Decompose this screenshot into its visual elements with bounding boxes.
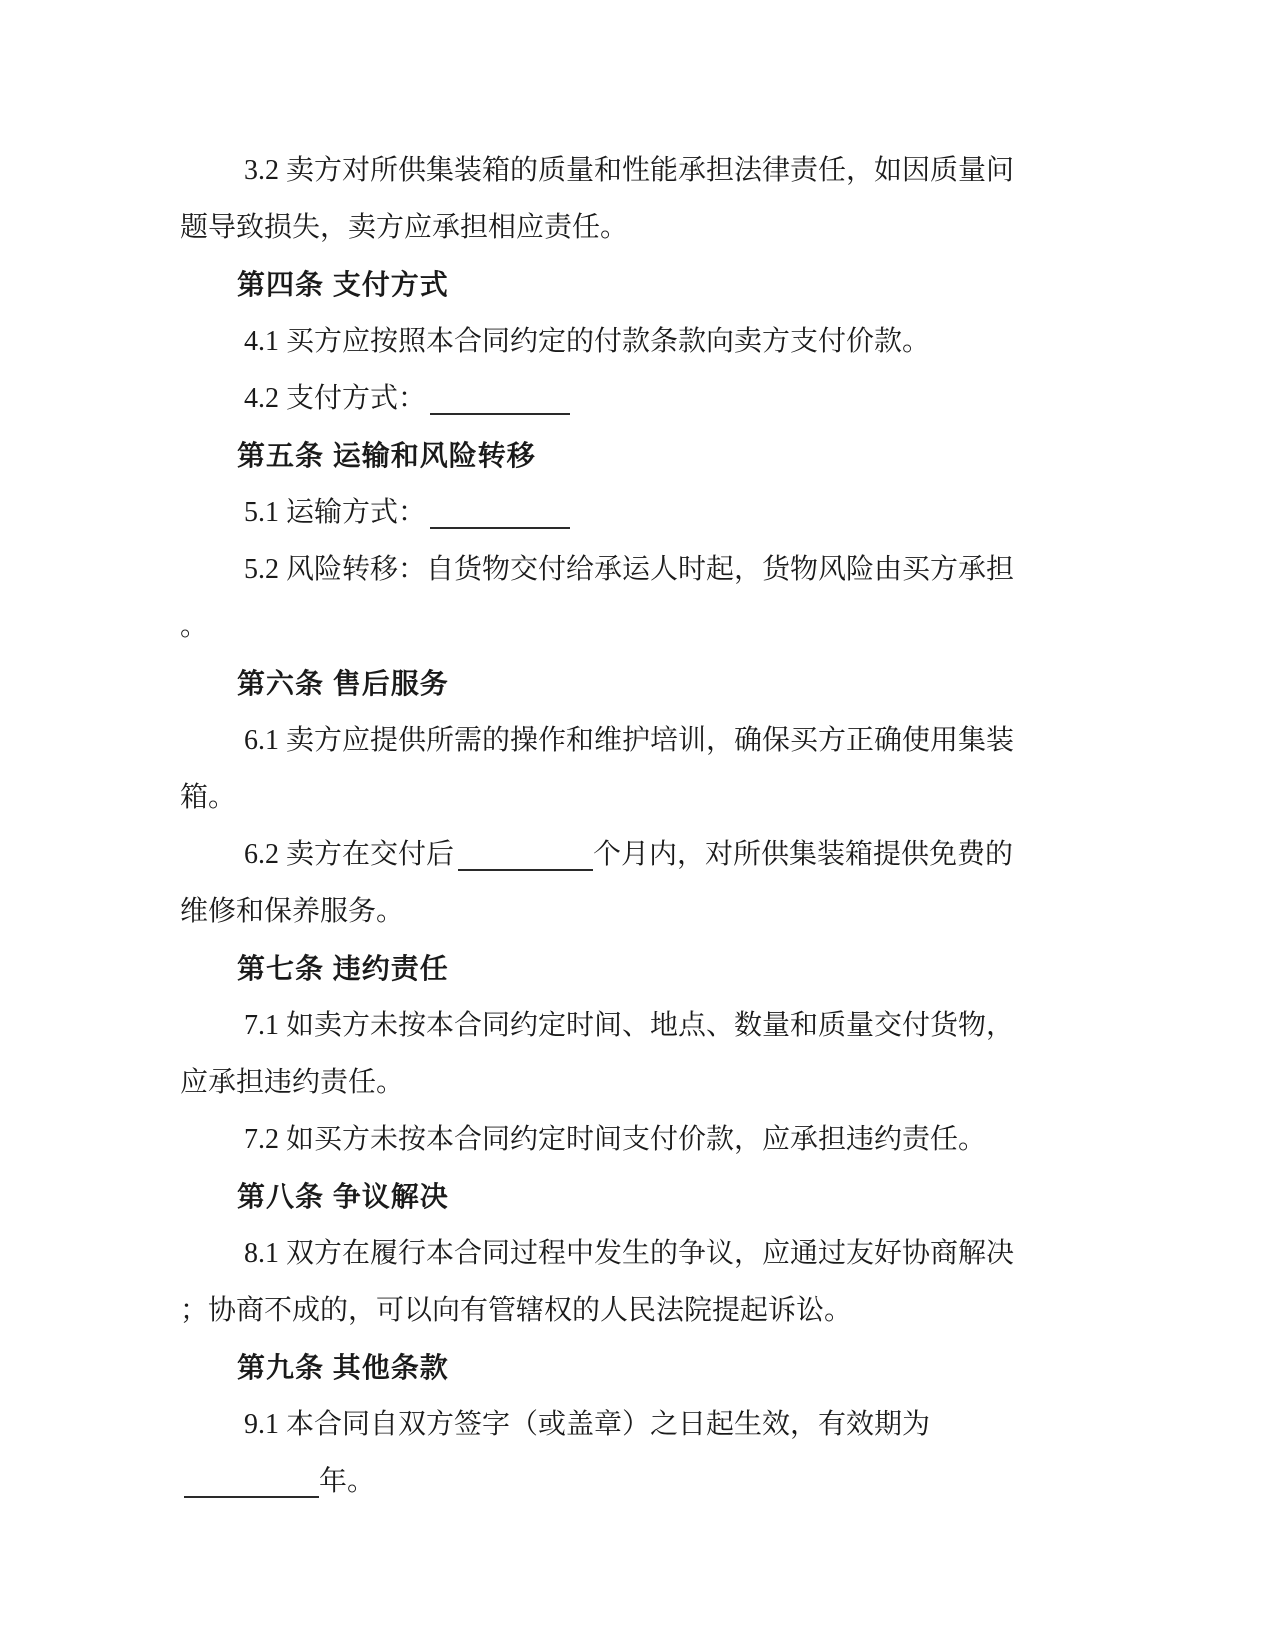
document-line [180, 712, 1040, 769]
text-run: 第九条 其他条款 [237, 1352, 449, 1383]
text-run: 9.1 本合同自双方签字（或盖章）之日起生效，有效期为 [244, 1409, 931, 1440]
document-line [180, 142, 1040, 199]
document-line [180, 883, 1040, 940]
text-run: 8.1 双方在履行本合同过程中发生的争议，应通过友好协商解决 [244, 1238, 1015, 1269]
text-run: 第六条 售后服务 [237, 668, 449, 699]
document-line [180, 1396, 1040, 1453]
text-run: 应承担违约责任。 [180, 1067, 405, 1098]
document-line [180, 769, 1040, 826]
section-heading [180, 256, 1040, 313]
blank-underline [430, 383, 570, 415]
text-run: 箱。 [180, 782, 237, 813]
text-run: 维修和保养服务。 [180, 896, 405, 927]
blank-underline [184, 1466, 319, 1498]
text-run: 第五条 运输和风险转移 [237, 440, 536, 471]
text-run: 7.2 如买方未按本合同约定时间支付价款，应承担违约责任。 [244, 1124, 987, 1155]
document-line [180, 1054, 1040, 1111]
text-run: 6.2 卖方在交付后 [244, 839, 455, 870]
text-run: 个月内，对所供集装箱提供免费的 [593, 839, 1014, 870]
document-line [180, 199, 1040, 256]
section-heading [180, 1168, 1040, 1225]
document-line [180, 1111, 1040, 1168]
text-run: 5.2 风险转移：自货物交付给承运人时起，货物风险由买方承担 [244, 554, 1015, 585]
document-line [180, 826, 1040, 883]
text-run: 5.1 运输方式： [244, 497, 427, 528]
document-body [180, 142, 1040, 1510]
document-line [180, 313, 1040, 370]
text-run: 第四条 支付方式 [237, 269, 449, 300]
document-line [180, 1282, 1040, 1339]
document-line [180, 997, 1040, 1054]
document-line [180, 484, 1040, 541]
blank-underline [458, 839, 593, 871]
text-run: 4.1 买方应按照本合同约定的付款条款向卖方支付价款。 [244, 326, 931, 357]
text-run: 4.2 支付方式： [244, 383, 427, 414]
blank-underline [430, 497, 570, 529]
document-line [180, 1453, 1040, 1510]
document-line [180, 598, 1040, 655]
text-run: 第八条 争议解决 [237, 1181, 449, 1212]
text-run: 3.2 卖方对所供集装箱的质量和性能承担法律责任，如因质量问 [244, 155, 1015, 186]
document-line [180, 541, 1040, 598]
text-run: ；协商不成的，可以向有管辖权的人民法院提起诉讼。 [180, 1295, 853, 1326]
document-line [180, 1225, 1040, 1282]
section-heading [180, 940, 1040, 997]
text-run: 7.1 如卖方未按本合同约定时间、地点、数量和质量交付货物， [244, 1010, 1015, 1041]
document-line [180, 370, 1040, 427]
text-run: 第七条 违约责任 [237, 953, 449, 984]
section-heading [180, 1339, 1040, 1396]
section-heading [180, 427, 1040, 484]
text-run: 。 [180, 611, 209, 642]
text-run: 题导致损失，卖方应承担相应责任。 [180, 212, 629, 243]
section-heading [180, 655, 1040, 712]
text-run: 6.1 卖方应提供所需的操作和维护培训，确保买方正确使用集装 [244, 725, 1015, 756]
text-run: 年。 [319, 1466, 376, 1497]
